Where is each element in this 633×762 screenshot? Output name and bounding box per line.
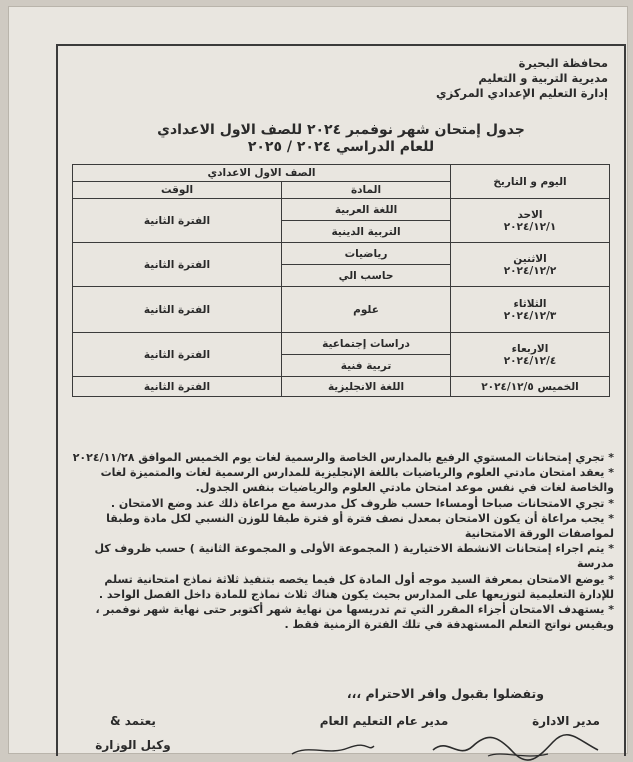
subject-cell: علوم (282, 287, 451, 333)
time-cell: الفترة الثانية (73, 243, 282, 287)
header-time: الوقت (73, 182, 282, 199)
day-name: الثلاثاء (513, 297, 547, 310)
title-line-1: جدول إمتحان شهر نوفمبر ٢٠٢٤ للصف الاول الاعدادي (157, 122, 525, 138)
note-item: * يوضع الامتحان بمعرفة السيد موجه أول المادة كل فيما يخصه بتنفيذ ثلاثة نماذج امتحانية تسلم للإدارة التعليمية لتوزيعها على المدارس بحيث يكون هناك ثلاث نماذج للمادة داخل الفصل الواحد . (98, 572, 614, 601)
subject-cell: التربية الدينية (282, 221, 451, 243)
subject-cell: تربية فنية (282, 355, 451, 377)
day-date: ٢٠٢٤/١٢/٢ (503, 264, 557, 277)
letterhead (436, 56, 608, 101)
table-row (73, 243, 610, 265)
deputy-label: وكيل الوزارة (95, 738, 171, 752)
subject-cell: اللغة العربية (282, 199, 451, 221)
day-cell (451, 377, 610, 397)
signature-general-director (314, 714, 454, 728)
table-row (73, 287, 610, 333)
signature-admin-director (526, 714, 606, 728)
day-date: ٢٠٢٤/١٢/١ (503, 220, 557, 233)
document-title (58, 122, 624, 156)
header-subject: المادة (282, 182, 451, 199)
governorate-line: محافظة البحيرة (518, 56, 608, 70)
document-paper (8, 6, 628, 754)
exam-schedule-table (72, 164, 610, 397)
day-cell (451, 287, 610, 333)
day-cell (451, 199, 610, 243)
directorate-line: مديرية التربية و التعليم (478, 71, 608, 85)
day-name: الاثنين (513, 252, 547, 265)
notes-section (66, 450, 614, 632)
time-cell: الفترة الثانية (73, 377, 282, 397)
handwritten-initial-icon (288, 742, 378, 758)
note-item: * يجب مراعاة أن يكون الامتحان بمعدل نصف فترة أو فترة طبقا للوزن النسبي لكل مادة وطبقا لمواصفات الورقة الامتحانية (106, 511, 614, 541)
day-name: الخميس ٢٠٢٤/١٢/٥ (481, 380, 579, 393)
signature-general-label: مدير عام التعليم العام (319, 714, 449, 728)
day-name: الاحد (517, 208, 543, 221)
header-day-date: اليوم و التاريخ (451, 165, 610, 199)
title-line-2: للعام الدراسي ٢٠٢٤ / ٢٠٢٥ (247, 139, 435, 155)
subject-cell: حاسب الي (282, 265, 451, 287)
note-item: * يتم اجراء إمتحانات الانشطة الاختيارية ( المجموعة الأولى و المجموعة الثانية ) حسب ظروف كل مدرسة (94, 542, 614, 571)
approve-label: يعتمد & (110, 714, 156, 728)
table-header-row (73, 165, 610, 182)
table-row (73, 333, 610, 355)
header-grade: الصف الاول الاعدادي (73, 165, 451, 182)
subject-cell: دراسات إجتماعية (282, 333, 451, 355)
day-cell (451, 243, 610, 287)
note-item: * يستهدف الامتحان أجزاء المقرر التي تم تدريسها من نهاية شهر أكتوبر حتى نهاية شهر نوفمبر ، ويقيس نواتج التعلم المستهدفة في تلك الفترة الزمنية فقط . (95, 603, 614, 632)
table-row (73, 377, 610, 397)
administration-line: إدارة التعليم الإعدادي المركزي (436, 86, 608, 100)
subject-cell: اللغة الانجليزية (282, 377, 451, 397)
day-cell (451, 333, 610, 377)
signature-undersecretary (88, 714, 178, 752)
closing-line: وتفضلوا بقبول وافر الاحترام ،،، (346, 686, 544, 701)
day-date: ٢٠٢٤/١٢/٤ (503, 354, 557, 367)
note-item: * تجري الامتحانات صباحا أومساءا حسب ظروف كل مدرسة مع مراعاة ذلك عند وضع الامتحان . (110, 496, 614, 510)
document-frame (56, 44, 626, 756)
note-item: * تجري إمتحانات المستوي الرفيع بالمدارس الخاصة والرسمية لغات يوم الخميس الموافق ٢٠٢٤/١١/٢٨ (72, 451, 614, 464)
note-item: * يعقد امتحان مادتي العلوم والرياضيات باللغة الإنجليزية للمدارس الرسمية لغات والمتميزة لغات والخاصة لغات في نفس موعد امتحان مادتي العلوم والرياضيات بنفس الجدول. (100, 466, 614, 495)
time-cell: الفترة الثانية (73, 199, 282, 243)
subject-cell: رياضيات (282, 243, 451, 265)
day-name: الاربعاء (511, 342, 549, 355)
signature-admin-label: مدير الادارة (532, 714, 600, 728)
day-date: ٢٠٢٤/١٢/٣ (503, 309, 557, 322)
table-row (73, 199, 610, 221)
time-cell: الفترة الثانية (73, 287, 282, 333)
handwritten-signature-icon (428, 732, 608, 762)
time-cell: الفترة الثانية (73, 333, 282, 377)
